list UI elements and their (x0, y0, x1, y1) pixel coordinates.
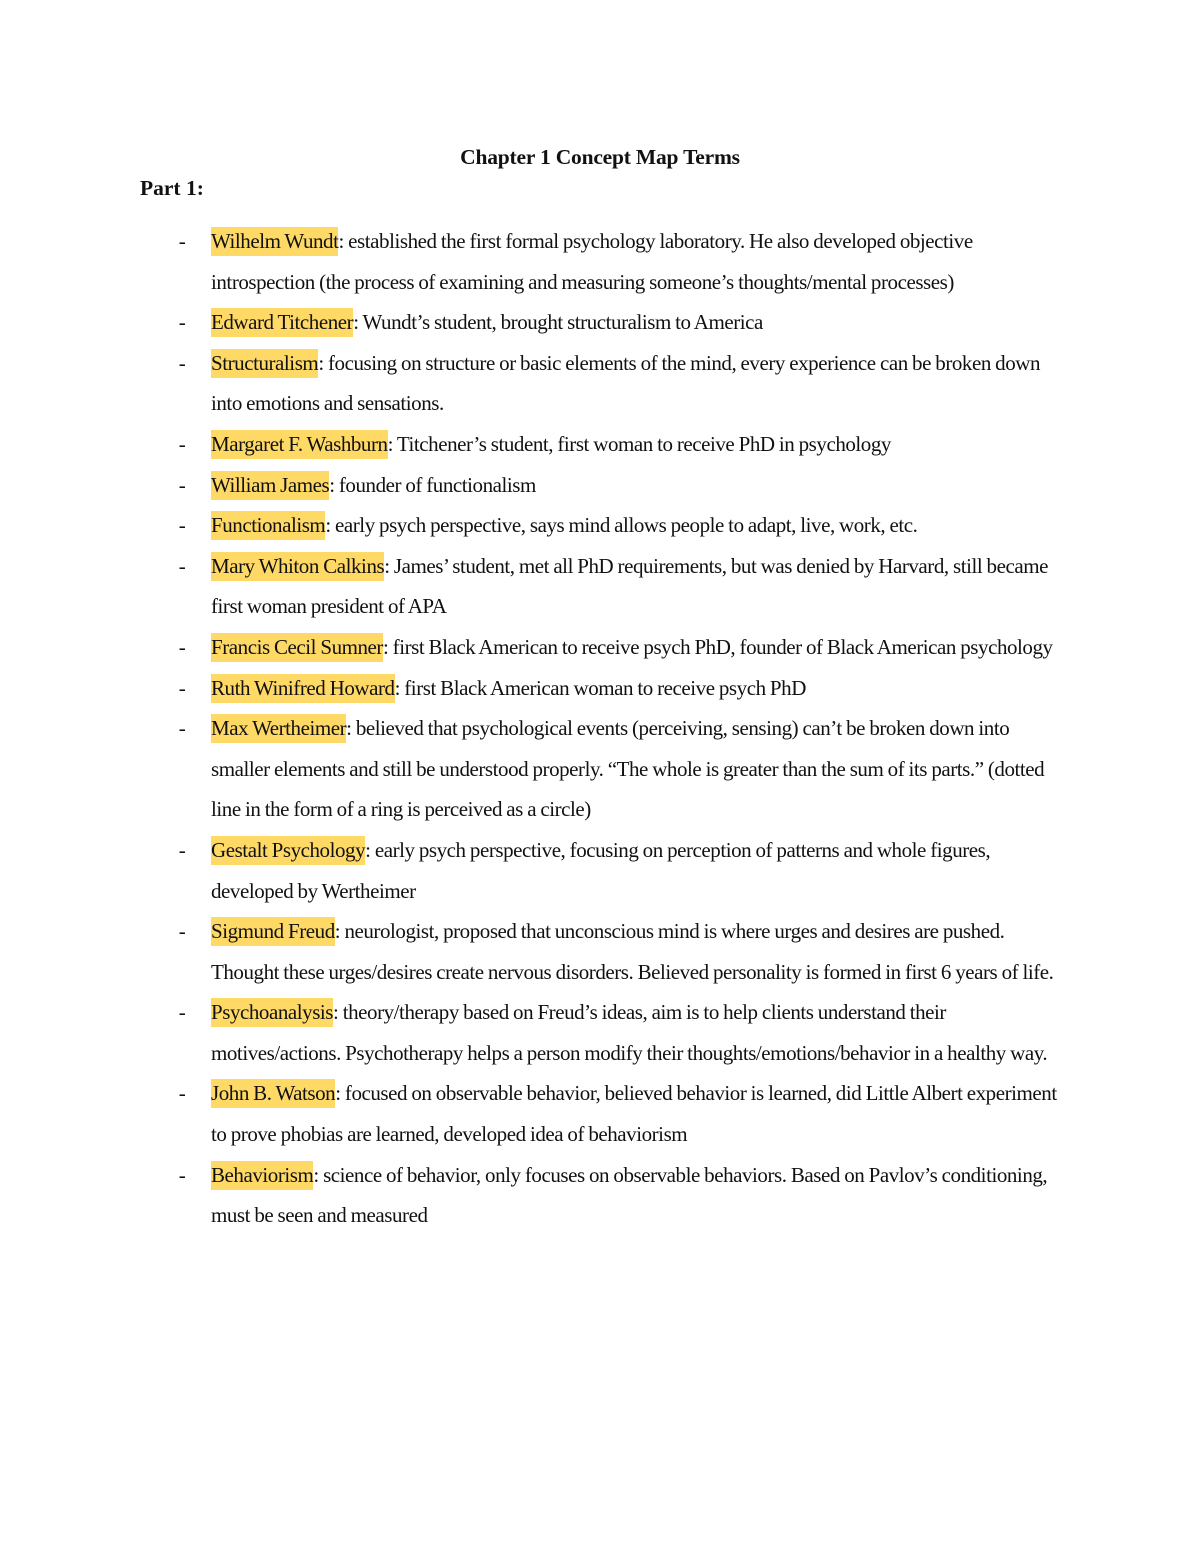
highlighted-term: Gestalt Psychology (211, 836, 365, 865)
term-definition: science of behavior, only focuses on observable behaviors. Based on Pavlov’s conditioning, must be seen and measured (211, 1162, 1048, 1228)
highlighted-term: Francis Cecil Sumner (211, 633, 383, 662)
part-heading: Part 1: (140, 176, 204, 200)
list-item (140, 830, 1065, 911)
bullet-dash: - (178, 553, 186, 578)
bullet-dash: - (178, 837, 186, 862)
bullet-dash: - (178, 675, 186, 700)
term-separator: : (338, 229, 344, 253)
highlighted-term: William James (211, 471, 329, 500)
term-separator: : (334, 919, 341, 944)
term-definition: early psych perspective, says mind allows people to adapt, live, work, etc. (330, 513, 918, 538)
term-definition: established the first formal psychology laboratory. He also developed objective introspection (the process of examining and measuring someone’s thoughts/mental processes) (211, 229, 973, 294)
highlighted-term: Wilhelm Wundt (211, 227, 338, 256)
term-definition: Titchener’s student, first woman to receive PhD in psychology (392, 431, 891, 456)
bullet-dash: - (178, 919, 186, 944)
bullet-dash: - (178, 716, 186, 741)
list-item (140, 465, 1065, 506)
bullet-dash: - (178, 513, 186, 538)
list-item (140, 911, 1065, 992)
term-definition: focusing on structure or basic elements of the mind, every experience can be broken down into emotions and sensations. (211, 350, 1041, 416)
term-separator: : (313, 1162, 319, 1187)
highlighted-term: Psychoanalysis (211, 998, 333, 1027)
term-definition: focused on observable behavior, believed behavior is learned, did Little Albert experiment to prove phobias are learned, developed idea of behaviorism (211, 1081, 1057, 1147)
highlighted-term: Sigmund Freud (211, 917, 335, 946)
list-item (140, 505, 1065, 546)
highlighted-term: Structuralism (211, 349, 318, 378)
list-item (140, 546, 1065, 627)
bullet-dash: - (178, 1000, 186, 1025)
list-item (140, 343, 1065, 424)
list-item (140, 992, 1065, 1073)
term-definition: Wundt’s student, brought structuralism to America (358, 310, 763, 335)
highlighted-term: Behaviorism (211, 1161, 313, 1190)
list-item (140, 668, 1065, 709)
term-separator: : (394, 675, 400, 700)
term-definition: believed that psychological events (perceiving, sensing) can’t be broken down into smaller elements and still be understood properly. “The whole is greater than the sum of its parts.” (dotted line in the form of a ring is perceived as a circle) (211, 716, 1045, 822)
term-separator: : (384, 553, 390, 578)
list-item (140, 1073, 1065, 1154)
highlighted-term: Margaret F. Washburn (211, 430, 388, 459)
bullet-dash: - (178, 1162, 186, 1187)
list-item (140, 627, 1065, 668)
bullet-dash: - (178, 229, 186, 253)
highlighted-term: John B. Watson (211, 1079, 335, 1108)
term-definition: neurologist, proposed that unconscious mind is where urges and desires are pushed. Thought these urges/desires create nervous disorders. Believed personality is formed in first 6 years of life. (211, 919, 1054, 984)
list-item (140, 708, 1065, 830)
term-separator: : (335, 1081, 341, 1106)
term-separator: : (382, 634, 389, 659)
term-separator: : (387, 431, 393, 456)
bullet-dash: - (178, 350, 186, 375)
highlighted-term: Max Wertheimer (211, 714, 346, 743)
term-separator: : (333, 1000, 339, 1025)
list-item (140, 302, 1065, 343)
term-separator: : (346, 716, 352, 741)
term-definition: founder of functionalism (334, 472, 536, 497)
term-separator: : (318, 350, 324, 375)
term-definition: early psych perspective, focusing on perception of patterns and whole figures, developed by Wertheimer (211, 837, 991, 903)
term-definition: James’ student, met all PhD requirements, but was denied by Harvard, still became first woman president of APA (211, 553, 1048, 619)
term-separator: : (325, 513, 331, 538)
bullet-dash: - (178, 634, 186, 659)
highlighted-term: Ruth Winifred Howard (211, 674, 395, 703)
term-list (140, 221, 1065, 1236)
term-separator: : (329, 472, 335, 497)
list-item (140, 424, 1065, 465)
list-item (140, 221, 1065, 302)
bullet-dash: - (178, 472, 186, 497)
bullet-dash: - (178, 1081, 186, 1106)
list-item (140, 1155, 1065, 1236)
highlighted-term: Functionalism (211, 511, 325, 540)
term-separator: : (365, 837, 371, 862)
bullet-dash: - (178, 310, 186, 335)
term-definition: first Black American woman to receive psych PhD (399, 675, 806, 700)
highlighted-term: Edward Titchener (211, 308, 353, 337)
document-title: Chapter 1 Concept Map Terms (460, 145, 740, 169)
term-definition: theory/therapy based on Freud’s ideas, aim is to help clients understand their motives/actions. Psychotherapy helps a person modify their thoughts/emotions/behavior in a healthy way. (211, 1000, 1048, 1065)
term-definition: first Black American to receive psych PhD, founder of Black American psychology (388, 634, 1053, 659)
term-separator: : (353, 310, 359, 335)
highlighted-term: Mary Whiton Calkins (211, 552, 384, 581)
bullet-dash: - (178, 431, 186, 456)
